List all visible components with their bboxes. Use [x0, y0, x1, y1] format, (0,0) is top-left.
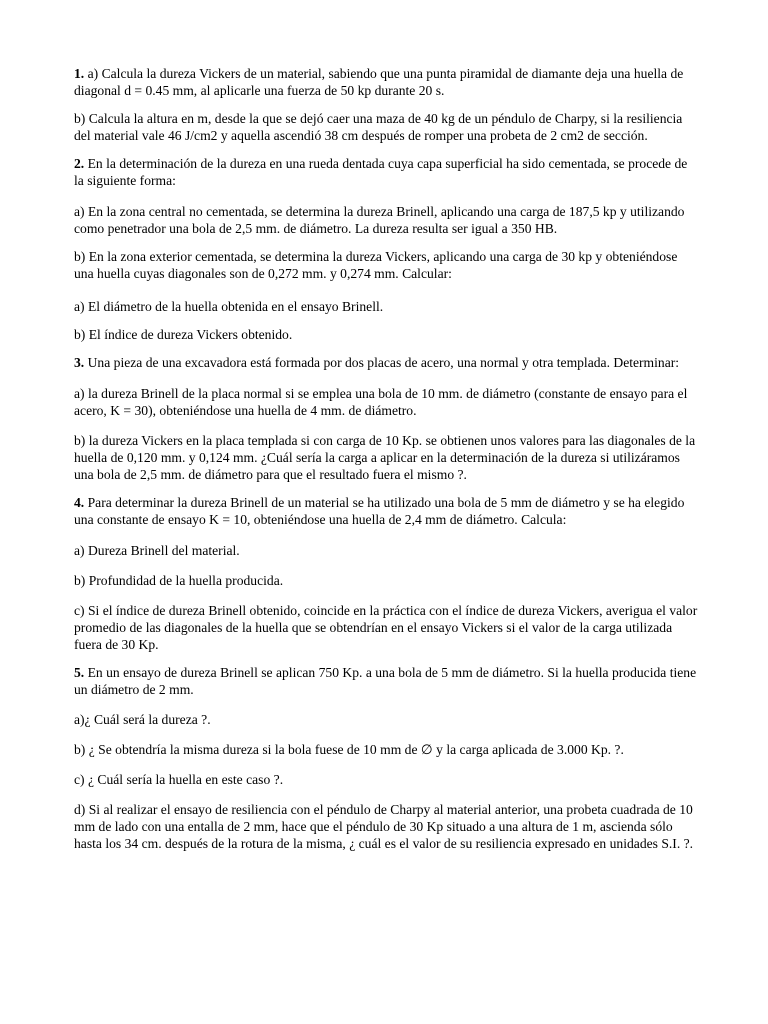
problem-4-intro: [74, 494, 700, 528]
problem-paragraph: d) Si al realizar el ensayo de resiliencia con el péndulo de Charpy al material anterior, una probeta cuadrada de 10 mm de lado con una entalla de 2 mm, hace que el péndulo de 30 Kp situado a una altura de 1 m, ascienda sólo hasta los 34 cm. después de la rotura de la misma, ¿ cuál es el valor de su resiliencia expresado en unidades S.I. ?.: [74, 802, 694, 851]
problem-text: a) Calcula la dureza Vickers de un material, sabiendo que una punta piramidal de diamante deja una huella de diagonal d = 0.45 mm, al aplicarle una fuerza de 50 kp durante 20 s.: [74, 66, 684, 98]
problem-1-intro: [74, 65, 700, 99]
problem-paragraph: a) El diámetro de la huella obtenida en el ensayo Brinell.: [74, 299, 384, 314]
problem-number: 4.: [74, 495, 85, 510]
problem-number: 1.: [74, 66, 85, 81]
problem-paragraph: b) Profundidad de la huella producida.: [74, 573, 284, 588]
problem-paragraph: b) Calcula la altura en m, desde la que se dejó caer una maza de 40 kg de un péndulo de Charpy, si la resiliencia del material vale 46 J/cm2 y aquella ascendió 38 cm después de romper una probeta de 2 cm2 de sección.: [74, 111, 683, 143]
problem-text: Para determinar la dureza Brinell de un material se ha utilizado una bola de 5 mm de diámetro y se ha elegido una constante de ensayo K = 10, obteniéndose una huella de 2,4 mm de diámetro. Calcula:: [74, 495, 685, 527]
problem-paragraph: c) ¿ Cuál sería la huella en este caso ?.: [74, 772, 284, 787]
problem-number: 2.: [74, 156, 85, 171]
problem-text: En la determinación de la dureza en una rueda dentada cuya capa superficial ha sido cementada, se procede de la siguiente forma:: [74, 156, 688, 188]
problem-paragraph: c) Si el índice de dureza Brinell obtenido, coincide en la práctica con el índice de dureza Vickers, averigua el valor promedio de las diagonales de la huella que se obtendrían en el ensayo Vickers si el valor de la carga utilizada fuera de 30 Kp.: [74, 603, 698, 652]
problem-paragraph: b) El índice de dureza Vickers obtenido.: [74, 327, 293, 342]
problem-paragraph: a)¿ Cuál será la dureza ?.: [74, 712, 211, 727]
document-page: [74, 65, 700, 863]
problem-paragraph: a) la dureza Brinell de la placa normal si se emplea una bola de 10 mm. de diámetro (constante de ensayo para el acero, K = 30), obteniéndose una huella de 4 mm. de diámetro.: [74, 386, 688, 418]
problem-paragraph: a) En la zona central no cementada, se determina la dureza Brinell, aplicando una carga de 187,5 kp y utilizando como penetrador una bola de 2,5 mm. de diámetro. La dureza resulta ser igual a 350 HB.: [74, 204, 685, 236]
problem-5-intro: [74, 664, 700, 698]
problem-paragraph: b) En la zona exterior cementada, se determina la dureza Vickers, aplicando una carga de 30 kp y obteniéndose una huella cuyas diagonales son de 0,272 mm. y 0,274 mm. Calcular:: [74, 249, 678, 281]
problem-text: En un ensayo de dureza Brinell se aplican 750 Kp. a una bola de 5 mm de diámetro. Si la huella producida tiene un diámetro de 2 mm.: [74, 665, 697, 697]
problem-paragraph: a) Dureza Brinell del material.: [74, 543, 240, 558]
problem-paragraph: b) la dureza Vickers en la placa templada si con carga de 10 Kp. se obtienen unos valores para las diagonales de la huella de 0,120 mm. y 0,124 mm. ¿Cuál sería la carga a aplicar en la determinación de la dureza si utilizáramos una bola de 2,5 mm. de diámetro para que el resultado fuera el mismo ?.: [74, 433, 696, 482]
problem-2-intro: [74, 155, 700, 189]
problem-number: 5.: [74, 665, 85, 680]
problem-number: 3.: [74, 355, 85, 370]
problem-paragraph: b) ¿ Se obtendría la misma dureza si la bola fuese de 10 mm de ∅ y la carga aplicada de 3.000 Kp. ?.: [74, 742, 624, 757]
problem-3-intro: [74, 354, 700, 371]
problem-text: Una pieza de una excavadora está formada por dos placas de acero, una normal y otra templada. Determinar:: [87, 355, 680, 370]
